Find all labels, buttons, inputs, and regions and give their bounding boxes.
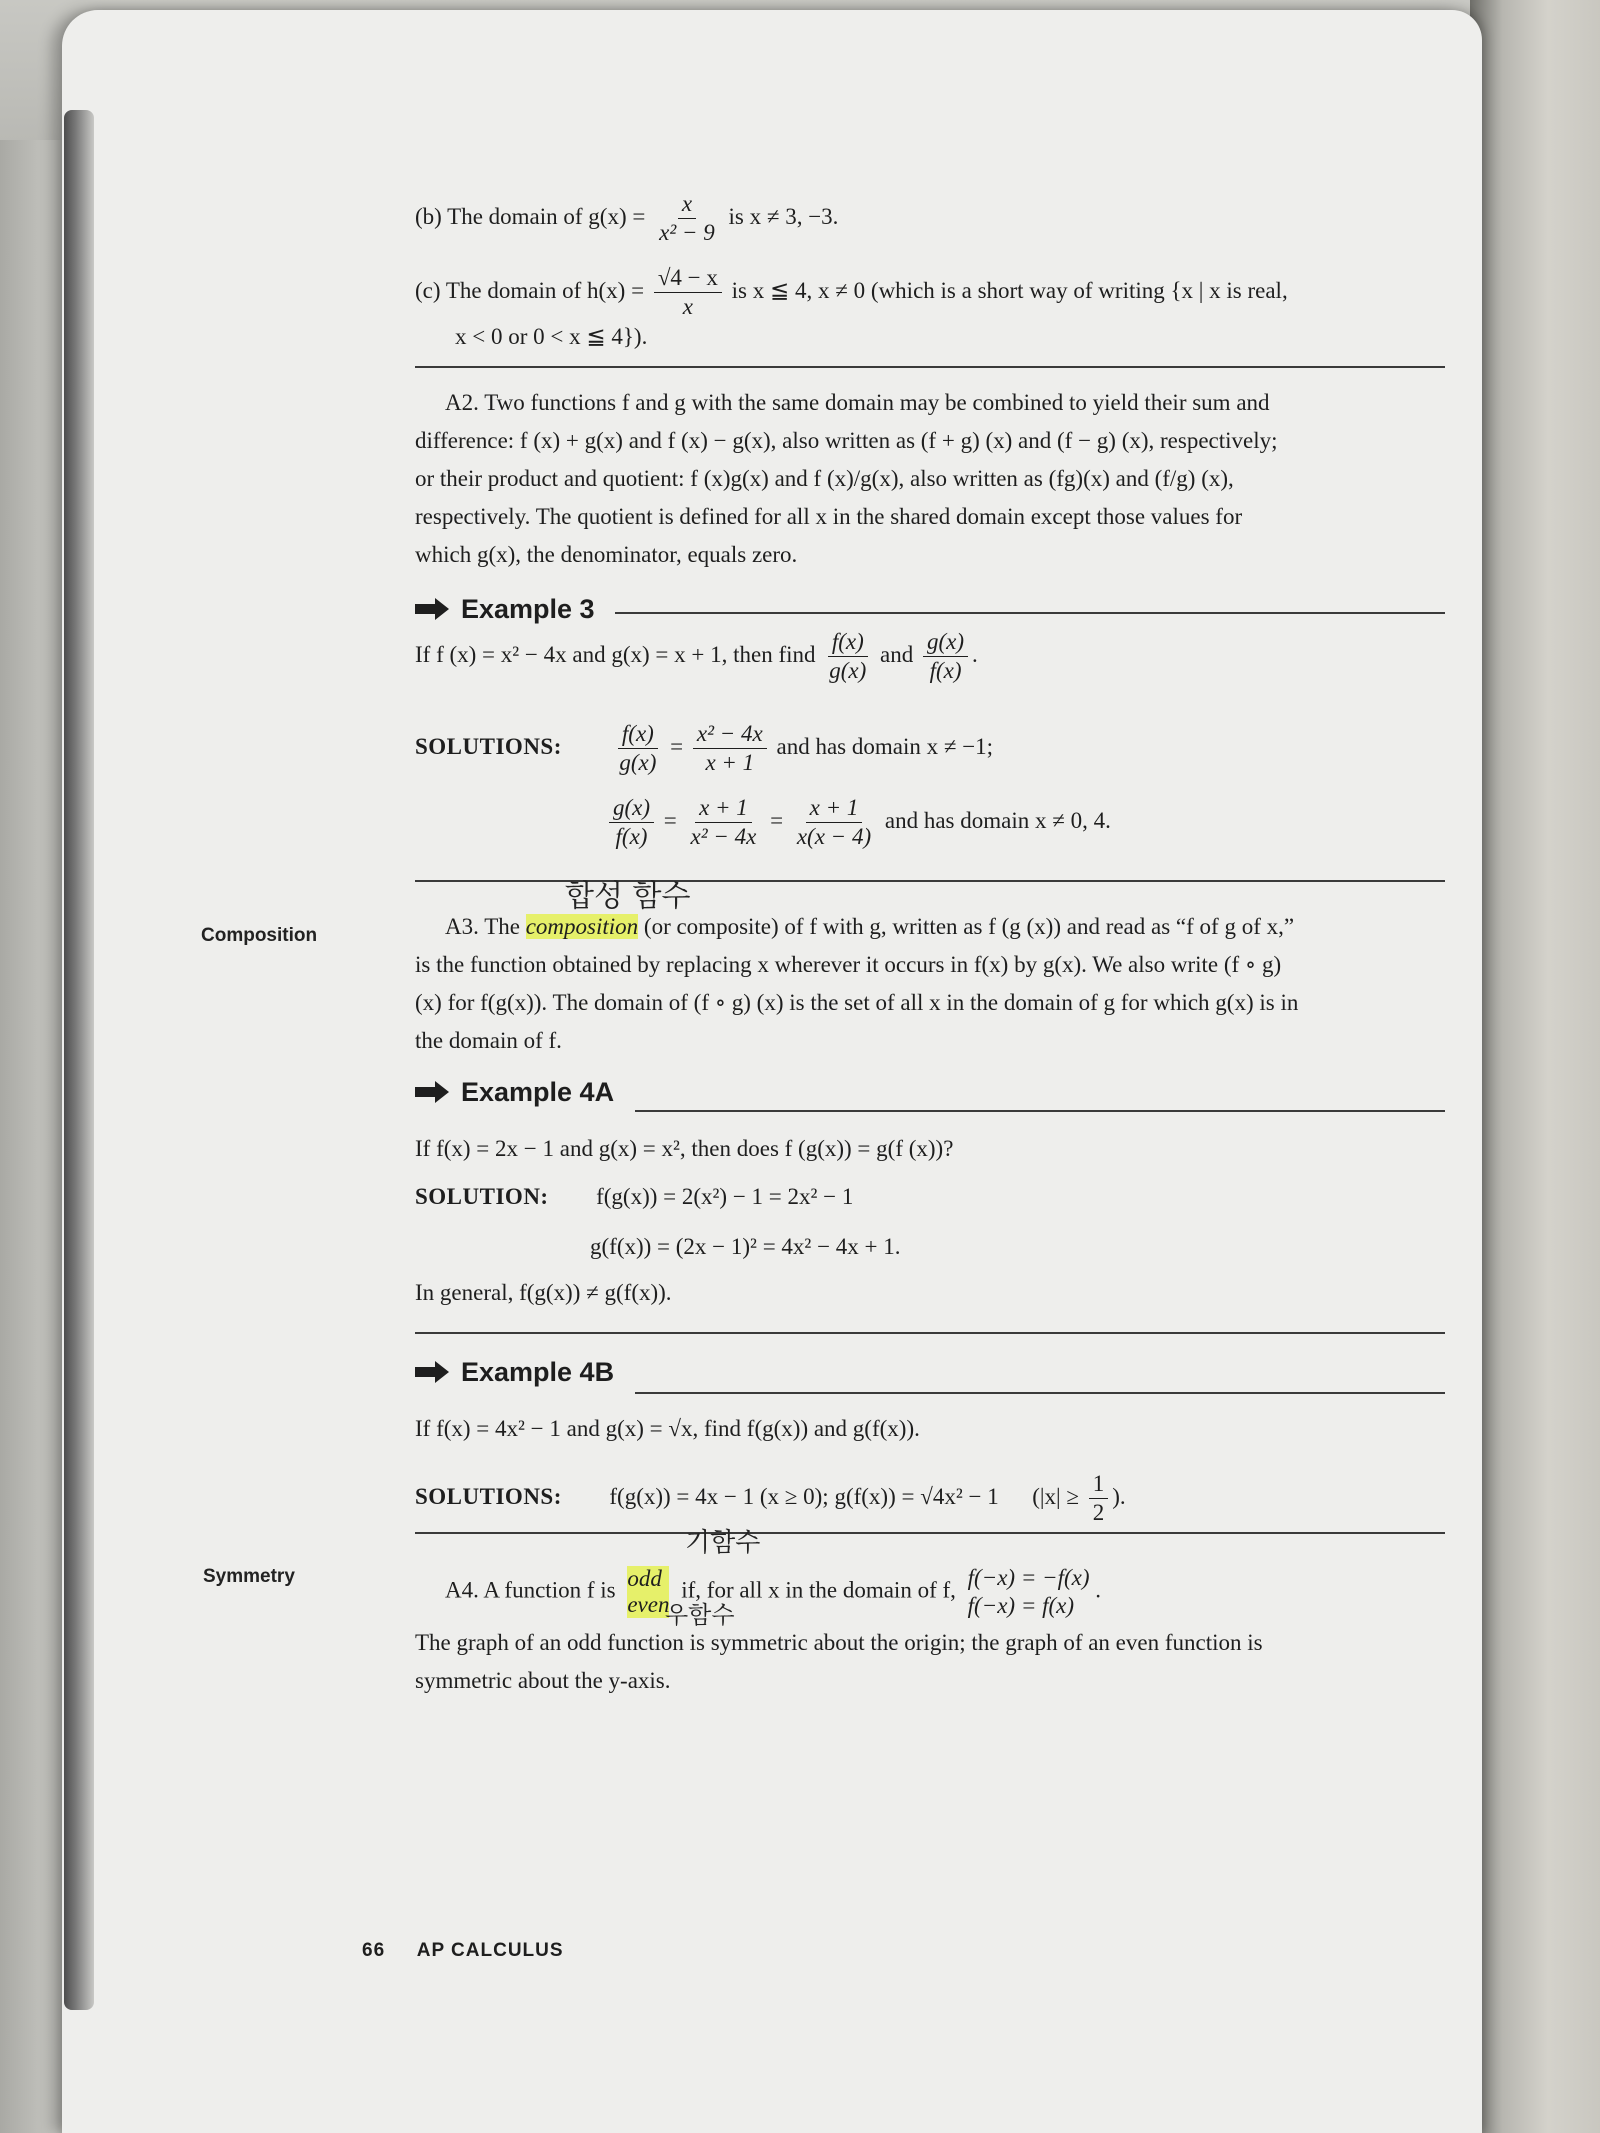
example-4b-rule (635, 1392, 1445, 1394)
example-4a-solution-2: g(f(x)) = (2x − 1)² = 4x² − 4x + 1. (590, 1234, 901, 1259)
example-4b-end-rule (415, 1532, 1445, 1534)
a2-line-2: difference: f (x) + g(x) and f (x) − g(x), also written as (f + g) (x) and (f − g) (x), respectively; (415, 428, 1278, 453)
handwritten-note-even: 우함수 (665, 1601, 735, 1629)
sidebar-label-composition: Composition (201, 925, 318, 946)
a3-line-3: (x) for f(g(x)). The domain of (f ∘ g) (x) is the set of all x in the domain of g for which g(x) is in (415, 990, 1299, 1015)
example-3-question: If f (x) = x² − 4x and g(x) = x + 1, then find $\frac{f(x)}{g(x)}$ and $\frac{g(x)}{f(x)}$ . (415, 629, 978, 683)
a2-line-5: which g(x), the denominator, equals zero. (415, 542, 798, 567)
domain-b-prefix: (b) The domain of g(x) = (415, 203, 646, 229)
arrow-right-icon (415, 1361, 449, 1383)
highlighted-composition: composition (525, 914, 639, 939)
a2-line-1: A2. Two functions f and g with the same domain may be combined to yield their sum and (445, 390, 1270, 415)
example-3-heading (415, 592, 595, 626)
section-divider (415, 366, 1445, 368)
example-4b-question: If f(x) = 4x² − 1 and g(x) = √x, find f(g(x)) and g(f(x)). (415, 1416, 920, 1441)
example-3-solution-1: SOLUTIONS: $\frac{f(x)}{g(x)}$ = $\frac{\text{x² − 4x}}{x + 1}$ and has domain x ≠ −1; (415, 721, 994, 775)
example-4a-solution-1: SOLUTION: f(g(x)) = 2(x²) − 1 = 2x² − 1 (415, 1184, 854, 1209)
book-title: AP CALCULUS (416, 1940, 564, 1961)
handwritten-note-odd: 기함수 (685, 1528, 761, 1558)
page-number: 66 (362, 1940, 386, 1961)
a4-line-2: The graph of an odd function is symmetric about the origin; the graph of an even function is (415, 1630, 1263, 1655)
solutions-label: SOLUTIONS: (415, 733, 562, 759)
example-4a-title: Example 4A (461, 1077, 615, 1107)
domain-c-fraction: $\frac{√4 - x}{x}$ (654, 264, 722, 321)
book-spine (64, 110, 94, 2010)
book-page (62, 10, 1482, 2133)
example-3-title: Example 3 (461, 594, 595, 624)
domain-c-prefix: (c) The domain of h(x) = (415, 277, 645, 303)
highlighted-even: even (627, 1592, 670, 1617)
example-4a-rule (635, 1110, 1445, 1112)
example-4a-heading (415, 1075, 614, 1109)
arrow-right-icon (415, 1081, 449, 1103)
example-4b-solutions: SOLUTIONS: f(g(x)) = 4x − 1 (x ≥ 0); g(f(x)) = √4x² − 1 (|x| ≥ $\frac{1}{2}$ ). (415, 1471, 1126, 1525)
example-4a-end-rule (415, 1332, 1445, 1334)
highlighted-odd: odd (627, 1566, 669, 1592)
a4-line-1: A4. A function f is odd even if, for all x in the domain of f, f(−x) = −f(x) f(−x) = f(x) . (445, 1565, 1102, 1618)
sidebar-label-symmetry: Symmetry (203, 1566, 295, 1587)
example-4a-question: If f(x) = 2x − 1 and g(x) = x², then does f (g(x)) = g(f (x))? (415, 1136, 954, 1161)
example-4b-title: Example 4B (461, 1357, 615, 1387)
question-fraction-f-over-g: $\frac{f(x)}{g(x)}$ (829, 629, 867, 683)
domain-c-suffix: is x ≦ 4, x ≠ 0 (which is a short way of writing {x | x is real, (731, 277, 1288, 303)
page-footer (362, 1940, 564, 1962)
odd-even-stack (627, 1566, 669, 1618)
domain-b-line (415, 190, 838, 247)
handwritten-note-composite: 합성 함수 (565, 879, 691, 914)
a4-line-3: symmetric about the y-axis. (415, 1668, 671, 1693)
a2-line-4: respectively. The quotient is defined for all x in the shared domain except those values for (415, 504, 1243, 529)
example-3-solution-2: $\frac{g(x)}{f(x)}$ = $\frac{x + 1}{\text{x² − 4x}}$ = $\frac{x + 1}{x(x - 4)}$ and has domain x ≠ 0, 4. (605, 794, 1111, 851)
a3-line-2: is the function obtained by replacing x wherever it occurs in f(x) by g(x). We also write (f ∘ g) (415, 952, 1282, 977)
domain-b-suffix: is x ≠ 3, −3. (728, 203, 839, 229)
example-4a-general: In general, f(g(x)) ≠ g(f(x)). (415, 1280, 672, 1305)
background-right (1470, 0, 1600, 2133)
a3-line-4: the domain of f. (415, 1028, 562, 1053)
a3-line-1: A3. The composition (or composite) of f with g, written as f (g (x)) and read as “f of g of x,” (445, 914, 1295, 939)
question-fraction-g-over-f: $\frac{g(x)}{f(x)}$ (923, 628, 968, 685)
a2-line-3: or their product and quotient: f (x)g(x) and f (x)/g(x), also written as (fg)(x) and (f/g) (x), (415, 466, 1234, 491)
example-4b-heading (415, 1355, 614, 1389)
domain-b-fraction: $\frac{x}{\text{x² − 9}}$ (659, 191, 715, 245)
example-3-rule (615, 612, 1445, 614)
domain-c-line2: x < 0 or 0 < x ≦ 4}). (455, 324, 648, 349)
arrow-right-icon (415, 598, 449, 620)
odd-even-conditions: f(−x) = −f(x) f(−x) = f(x) (967, 1565, 1090, 1618)
domain-c-line (415, 264, 1288, 321)
